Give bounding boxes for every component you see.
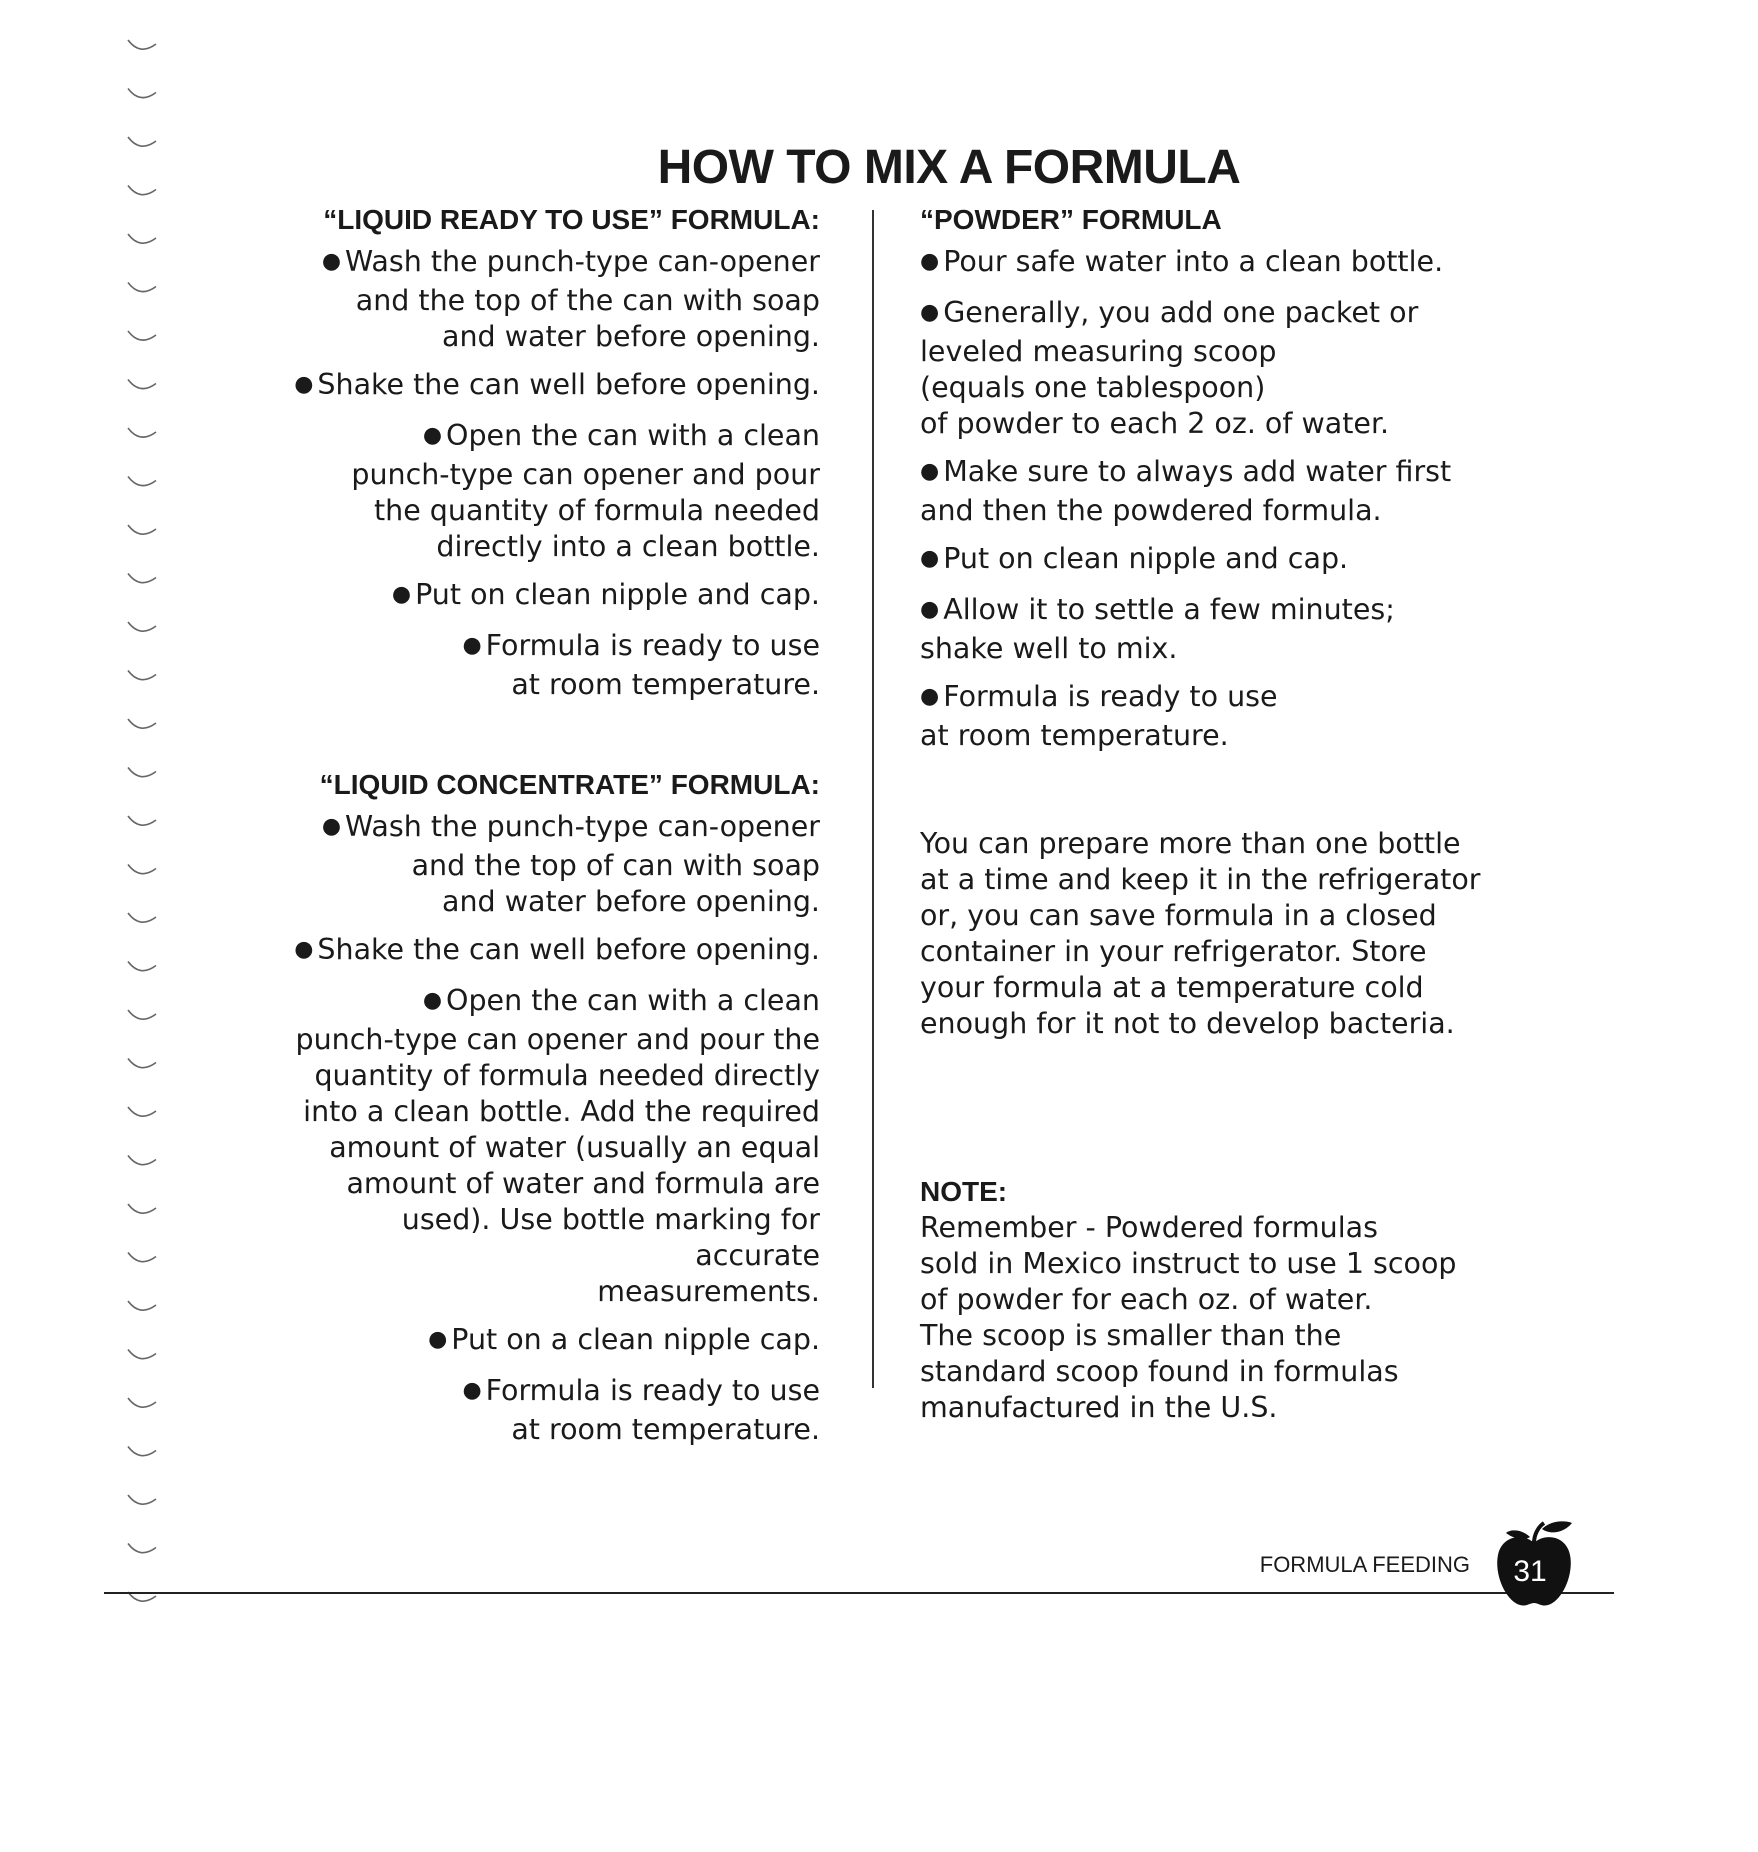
binding-hole: [128, 719, 156, 728]
bullet-icon: ●: [920, 546, 940, 571]
bullet-icon: ●: [321, 814, 342, 839]
binding-hole: [128, 962, 156, 971]
binding-hole: [128, 380, 156, 389]
binding-hole: [128, 428, 156, 437]
binding-hole: [128, 40, 156, 49]
section-heading-powder: “POWDER” FORMULA: [920, 204, 1222, 235]
binding-hole: [128, 1253, 156, 1262]
binding-hole: [128, 234, 156, 243]
binding-hole: [128, 1156, 156, 1165]
list-item: ● Allow it to settle a few minutes; shake well to mix.: [920, 593, 1395, 665]
binding-hole: [128, 622, 156, 631]
section-heading: “LIQUID READY TO USE” FORMULA:: [323, 204, 820, 235]
note-text: Remember - Powdered formulas sold in Mexico instruct to use 1 scoop of powder for each oz. of water. The scoop is smaller than the standard scoop found in formulas manufactured in the U.S.: [920, 1211, 1457, 1424]
binding-hole: [128, 1447, 156, 1456]
binding-hole: [128, 1350, 156, 1359]
bullet-icon: ●: [428, 1327, 448, 1352]
list-item: ● Formula is ready to use at room temperature.: [920, 680, 1278, 752]
binding-hole: [128, 574, 156, 583]
binding-hole: [128, 865, 156, 874]
binding-hole: [128, 477, 156, 486]
list-item: ● Put on clean nipple and cap.: [391, 578, 820, 611]
section-heading: “LIQUID CONCENTRATE” FORMULA:: [319, 769, 820, 800]
binding-hole: [128, 913, 156, 922]
left-column: [280, 200, 820, 1460]
list-item: ● Shake the can well before opening.: [294, 933, 820, 966]
list-item: ● Put on a clean nipple cap.: [428, 1323, 820, 1356]
binding-hole: [128, 768, 156, 777]
footer-section-label: FORMULA FEEDING: [1259, 1552, 1470, 1577]
binding-hole: [128, 1204, 156, 1213]
section-liquid-concentrate: [280, 765, 820, 1448]
bullet-icon: ●: [391, 582, 412, 607]
bullet-icon: ●: [294, 372, 314, 397]
list-item: ● Generally, you add one packet or leveled measuring scoop (equals one tablespoon) of powder to each 2 oz. of water.: [920, 296, 1419, 440]
binding-hole: [128, 1495, 156, 1504]
right-column: [920, 200, 1520, 1426]
binding-hole: [128, 1398, 156, 1407]
list-item: ● Formula is ready to use at room temperature.: [462, 1374, 820, 1446]
spiral-binding: [118, 20, 168, 1660]
bullet-icon: ●: [920, 684, 940, 709]
binding-hole: [128, 671, 156, 680]
list-item: ● Open the can with a clean punch-type can opener and pour the quantity of formula needed directly into a clean bottle. Add the required amount of water (usually an equal amount of water and formula are used). Use bottle marking for accurate measurements.: [295, 984, 820, 1308]
bullet-icon: ●: [920, 300, 940, 325]
binding-hole: [128, 1544, 156, 1553]
footer-rule: [104, 1592, 1614, 1594]
bullet-icon: ●: [422, 423, 443, 448]
list-item: ● Open the can with a clean punch-type can opener and pour the quantity of formula needed directly into a clean bottle.: [351, 419, 820, 563]
bullet-icon: ●: [294, 937, 314, 962]
binding-hole: [128, 525, 156, 534]
bullet-icon: ●: [920, 459, 940, 484]
list-item: ● Formula is ready to use at room temperature.: [462, 629, 820, 701]
binding-hole: [128, 1010, 156, 1019]
list-item: ● Shake the can well before opening.: [294, 368, 820, 401]
bullet-icon: ●: [462, 1378, 482, 1403]
list-item: ● Wash the punch-type can-opener and the top of the can with soap and water before opening.: [321, 245, 820, 353]
page-title: HOW TO MIX A FORMULA: [657, 141, 1241, 195]
binding-hole: [128, 1301, 156, 1310]
binding-hole: [128, 89, 156, 98]
bullet-icon: ●: [321, 249, 342, 274]
binding-hole: [128, 816, 156, 825]
binding-hole: [128, 283, 156, 292]
column-divider: [872, 210, 874, 1388]
bullet-icon: ●: [462, 633, 482, 658]
list-item: ● Wash the punch-type can-opener and the top of can with soap and water before opening.: [321, 810, 820, 918]
list-item: ● Make sure to always add water first and then the powdered formula.: [920, 455, 1452, 527]
note-heading: NOTE:: [920, 1176, 1008, 1207]
list-item: ● Put on clean nipple and cap.: [920, 542, 1349, 575]
binding-hole: [128, 1107, 156, 1116]
page-number: 31: [1513, 1555, 1547, 1588]
section-liquid-ready: [280, 200, 820, 703]
bullet-icon: ●: [920, 249, 940, 274]
binding-hole: [128, 1059, 156, 1068]
binding-holes: [118, 20, 168, 1660]
bullet-icon: ●: [920, 597, 940, 622]
list-item: ● Pour safe water into a clean bottle.: [920, 245, 1444, 278]
bullet-icon: ●: [422, 988, 443, 1013]
storage-paragraph: You can prepare more than one bottle at a time and keep it in the refrigerator or, you can save formula in a closed container in your refrigerator. Store your formula at a temperature cold enough for it not to develop bacteria.: [920, 827, 1481, 1040]
binding-hole: [128, 331, 156, 340]
